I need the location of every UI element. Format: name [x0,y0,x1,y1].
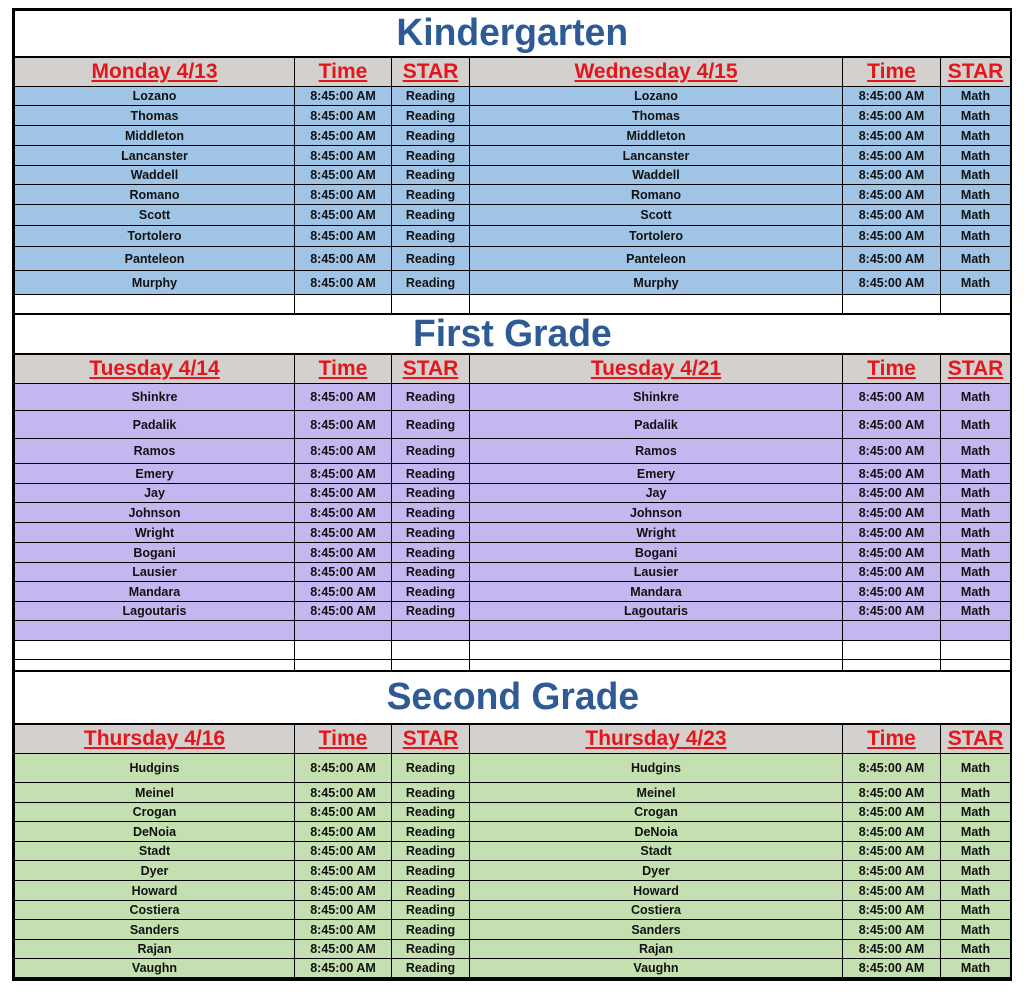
time-cell: 8:45:00 AM [843,901,941,920]
table-row [15,411,1011,439]
table-row [15,959,1011,978]
table-row [15,106,1011,126]
student-name: Lozano [470,87,843,106]
time-cell: 8:45:00 AM [295,940,392,959]
star-header: STAR [941,724,1011,754]
student-name: Ramos [15,439,295,464]
empty-cell [392,660,470,671]
student-name: Bogani [470,543,843,563]
time-header: Time [843,724,941,754]
student-name: Stadt [470,842,843,861]
time-cell: 8:45:00 AM [295,439,392,464]
student-name: Murphy [470,271,843,295]
subject-cell: Reading [392,464,470,484]
empty-cell [392,295,470,314]
student-name: Wright [470,523,843,543]
empty-cell [15,295,295,314]
subject-cell: Math [941,563,1011,582]
section-title-text: Second Grade [386,676,639,718]
table-row [15,484,1011,503]
empty-cell [295,641,392,660]
table-row [15,87,1011,106]
header-row [15,724,1011,754]
table-row [15,861,1011,881]
student-name: Murphy [15,271,295,295]
student-name: Meinel [470,783,843,803]
student-name: Dyer [470,861,843,881]
empty-cell [295,295,392,314]
student-name: Emery [470,464,843,484]
student-name: Thomas [15,106,295,126]
subject-cell: Reading [392,582,470,602]
time-cell: 8:45:00 AM [843,543,941,563]
section-title-row [15,11,1011,57]
subject-cell: Math [941,484,1011,503]
student-name: Crogan [470,803,843,822]
star-header: STAR [941,354,1011,384]
time-cell: 8:45:00 AM [843,523,941,543]
student-name: Rajan [15,940,295,959]
table-row [15,543,1011,563]
time-cell: 8:45:00 AM [843,464,941,484]
subject-cell: Reading [392,271,470,295]
right-day-header: Wednesday 4/15 [470,57,843,87]
subject-cell: Math [941,247,1011,271]
subject-cell: Reading [392,439,470,464]
subject-cell: Math [941,87,1011,106]
time-cell: 8:45:00 AM [295,959,392,978]
student-name: Howard [15,881,295,901]
time-cell: 8:45:00 AM [843,247,941,271]
time-cell: 8:45:00 AM [295,602,392,621]
subject-cell: Math [941,523,1011,543]
empty-cell [470,660,843,671]
section-title-text: First Grade [413,313,612,354]
subject-cell: Math [941,543,1011,563]
time-header: Time [843,57,941,87]
time-header: Time [295,57,392,87]
time-cell: 8:45:00 AM [843,754,941,783]
time-cell: 8:45:00 AM [295,822,392,842]
student-name: Hudgins [470,754,843,783]
time-cell: 8:45:00 AM [843,166,941,185]
subject-cell: Math [941,271,1011,295]
schedule-sheet [12,8,1012,981]
table-row [15,803,1011,822]
empty-cell [843,295,941,314]
table-row [15,940,1011,959]
student-name: Shinkre [15,384,295,411]
subject-cell: Reading [392,87,470,106]
subject-cell: Math [941,384,1011,411]
table-row [15,523,1011,543]
table-row [15,247,1011,271]
student-name: Emery [15,464,295,484]
table-row [15,205,1011,226]
subject-cell: Reading [392,901,470,920]
subject-cell: Reading [392,503,470,523]
time-cell: 8:45:00 AM [295,543,392,563]
section-title-row [15,671,1011,724]
time-cell: 8:45:00 AM [295,901,392,920]
left-day-header: Tuesday 4/14 [15,354,295,384]
header-row [15,57,1011,87]
student-name: Costiera [470,901,843,920]
star-testing-schedule-table [14,10,1011,979]
student-name: Dyer [15,861,295,881]
time-cell: 8:45:00 AM [295,861,392,881]
time-cell: 8:45:00 AM [843,439,941,464]
subject-cell: Math [941,881,1011,901]
time-cell: 8:45:00 AM [843,205,941,226]
time-cell: 8:45:00 AM [295,523,392,543]
student-name: Tortolero [470,226,843,247]
subject-cell: Math [941,185,1011,205]
student-name: Ramos [470,439,843,464]
student-name: Rajan [470,940,843,959]
empty-cell [392,641,470,660]
subject-cell: Math [941,959,1011,978]
time-cell: 8:45:00 AM [295,87,392,106]
subject-cell: Math [941,464,1011,484]
section-title [15,11,1011,57]
student-name: Mandara [470,582,843,602]
student-name: Jay [15,484,295,503]
time-cell: 8:45:00 AM [295,106,392,126]
time-cell: 8:45:00 AM [295,582,392,602]
subject-cell: Reading [392,959,470,978]
student-name: Lausier [15,563,295,582]
student-name: Middleton [15,126,295,146]
student-name: Thomas [470,106,843,126]
time-cell: 8:45:00 AM [295,920,392,940]
time-cell: 8:45:00 AM [843,861,941,881]
subject-cell: Math [941,920,1011,940]
table-row [15,271,1011,295]
subject-cell: Math [941,146,1011,166]
table-row [15,126,1011,146]
time-cell: 8:45:00 AM [843,146,941,166]
blank-row [15,621,1011,641]
time-cell: 8:45:00 AM [843,563,941,582]
table-row [15,185,1011,205]
student-name: Padalik [470,411,843,439]
table-row [15,146,1011,166]
time-cell: 8:45:00 AM [843,271,941,295]
subject-cell: Math [941,783,1011,803]
empty-cell [843,641,941,660]
table-row [15,920,1011,940]
student-name: Jay [470,484,843,503]
subject-cell: Reading [392,602,470,621]
table-row [15,842,1011,861]
subject-cell: Reading [392,484,470,503]
time-cell: 8:45:00 AM [843,920,941,940]
student-name: Panteleon [15,247,295,271]
student-name: Romano [15,185,295,205]
time-cell: 8:45:00 AM [843,783,941,803]
subject-cell: Math [941,754,1011,783]
student-name: DeNoia [470,822,843,842]
time-cell: 8:45:00 AM [843,484,941,503]
subject-cell: Reading [392,940,470,959]
table-row [15,503,1011,523]
empty-cell [941,641,1011,660]
time-cell: 8:45:00 AM [843,842,941,861]
subject-cell: Reading [392,106,470,126]
student-name: Johnson [470,503,843,523]
time-cell: 8:45:00 AM [295,881,392,901]
time-cell: 8:45:00 AM [843,940,941,959]
time-cell: 8:45:00 AM [295,271,392,295]
empty-cell [295,621,392,641]
student-name: Romano [470,185,843,205]
subject-cell: Reading [392,185,470,205]
student-name: Vaughn [470,959,843,978]
subject-cell: Reading [392,384,470,411]
time-cell: 8:45:00 AM [295,754,392,783]
time-cell: 8:45:00 AM [295,783,392,803]
time-cell: 8:45:00 AM [295,803,392,822]
subject-cell: Math [941,411,1011,439]
table-row [15,439,1011,464]
student-name: Crogan [15,803,295,822]
subject-cell: Reading [392,783,470,803]
table-row [15,901,1011,920]
time-cell: 8:45:00 AM [295,464,392,484]
empty-cell [15,621,295,641]
student-name: Lancanster [15,146,295,166]
star-header: STAR [392,724,470,754]
blank-row [15,641,1011,660]
table-row [15,602,1011,621]
subject-cell: Math [941,901,1011,920]
empty-cell [15,660,295,671]
student-name: Hudgins [15,754,295,783]
time-header: Time [843,354,941,384]
time-cell: 8:45:00 AM [843,126,941,146]
student-name: Vaughn [15,959,295,978]
subject-cell: Reading [392,920,470,940]
empty-cell [295,660,392,671]
subject-cell: Math [941,226,1011,247]
subject-cell: Reading [392,166,470,185]
empty-cell [470,641,843,660]
right-day-header: Thursday 4/23 [470,724,843,754]
time-header: Time [295,724,392,754]
star-header: STAR [941,57,1011,87]
blank-row [15,295,1011,314]
empty-cell [941,621,1011,641]
table-row [15,754,1011,783]
section-title [15,314,1011,354]
subject-cell: Reading [392,803,470,822]
header-row [15,354,1011,384]
student-name: Lagoutaris [470,602,843,621]
subject-cell: Reading [392,881,470,901]
student-name: DeNoia [15,822,295,842]
subject-cell: Math [941,602,1011,621]
student-name: Lagoutaris [15,602,295,621]
subject-cell: Reading [392,543,470,563]
subject-cell: Reading [392,523,470,543]
time-cell: 8:45:00 AM [295,146,392,166]
empty-cell [843,621,941,641]
time-cell: 8:45:00 AM [843,582,941,602]
time-cell: 8:45:00 AM [843,881,941,901]
star-header: STAR [392,354,470,384]
table-row [15,881,1011,901]
student-name: Mandara [15,582,295,602]
student-name: Wright [15,523,295,543]
student-name: Meinel [15,783,295,803]
student-name: Scott [470,205,843,226]
time-cell: 8:45:00 AM [295,384,392,411]
time-cell: 8:45:00 AM [295,563,392,582]
left-day-header: Thursday 4/16 [15,724,295,754]
student-name: Bogani [15,543,295,563]
student-name: Waddell [15,166,295,185]
empty-cell [15,641,295,660]
time-cell: 8:45:00 AM [295,185,392,205]
time-cell: 8:45:00 AM [295,503,392,523]
student-name: Lozano [15,87,295,106]
student-name: Tortolero [15,226,295,247]
blank-row [15,660,1011,671]
time-cell: 8:45:00 AM [295,484,392,503]
subject-cell: Math [941,940,1011,959]
empty-cell [843,660,941,671]
subject-cell: Reading [392,146,470,166]
student-name: Sanders [470,920,843,940]
table-row [15,384,1011,411]
section-title-text: Kindergarten [396,12,629,55]
student-name: Middleton [470,126,843,146]
subject-cell: Reading [392,226,470,247]
subject-cell: Reading [392,411,470,439]
empty-cell [941,660,1011,671]
table-row [15,582,1011,602]
subject-cell: Reading [392,754,470,783]
empty-cell [941,295,1011,314]
table-row [15,464,1011,484]
subject-cell: Reading [392,861,470,881]
subject-cell: Math [941,822,1011,842]
subject-cell: Math [941,439,1011,464]
subject-cell: Reading [392,842,470,861]
student-name: Panteleon [470,247,843,271]
section-title-row [15,314,1011,354]
student-name: Lausier [470,563,843,582]
student-name: Scott [15,205,295,226]
table-row [15,226,1011,247]
subject-cell: Reading [392,563,470,582]
subject-cell: Math [941,106,1011,126]
time-header: Time [295,354,392,384]
time-cell: 8:45:00 AM [295,205,392,226]
student-name: Shinkre [470,384,843,411]
empty-cell [392,621,470,641]
subject-cell: Reading [392,247,470,271]
subject-cell: Math [941,861,1011,881]
empty-cell [470,295,843,314]
subject-cell: Reading [392,822,470,842]
time-cell: 8:45:00 AM [843,803,941,822]
student-name: Sanders [15,920,295,940]
table-row [15,822,1011,842]
time-cell: 8:45:00 AM [843,411,941,439]
subject-cell: Math [941,503,1011,523]
time-cell: 8:45:00 AM [843,185,941,205]
time-cell: 8:45:00 AM [295,126,392,146]
student-name: Stadt [15,842,295,861]
student-name: Padalik [15,411,295,439]
time-cell: 8:45:00 AM [843,822,941,842]
empty-cell [470,621,843,641]
student-name: Howard [470,881,843,901]
time-cell: 8:45:00 AM [843,959,941,978]
time-cell: 8:45:00 AM [295,247,392,271]
subject-cell: Math [941,582,1011,602]
right-day-header: Tuesday 4/21 [470,354,843,384]
time-cell: 8:45:00 AM [295,226,392,247]
student-name: Lancanster [470,146,843,166]
subject-cell: Math [941,803,1011,822]
table-row [15,166,1011,185]
subject-cell: Math [941,166,1011,185]
student-name: Waddell [470,166,843,185]
time-cell: 8:45:00 AM [295,842,392,861]
subject-cell: Math [941,842,1011,861]
time-cell: 8:45:00 AM [843,87,941,106]
section-title [15,671,1011,724]
time-cell: 8:45:00 AM [843,226,941,247]
time-cell: 8:45:00 AM [843,602,941,621]
subject-cell: Reading [392,126,470,146]
subject-cell: Math [941,126,1011,146]
star-header: STAR [392,57,470,87]
time-cell: 8:45:00 AM [295,411,392,439]
subject-cell: Reading [392,205,470,226]
table-row [15,783,1011,803]
subject-cell: Math [941,205,1011,226]
time-cell: 8:45:00 AM [295,166,392,185]
student-name: Johnson [15,503,295,523]
time-cell: 8:45:00 AM [843,106,941,126]
student-name: Costiera [15,901,295,920]
table-row [15,563,1011,582]
time-cell: 8:45:00 AM [843,384,941,411]
left-day-header: Monday 4/13 [15,57,295,87]
time-cell: 8:45:00 AM [843,503,941,523]
